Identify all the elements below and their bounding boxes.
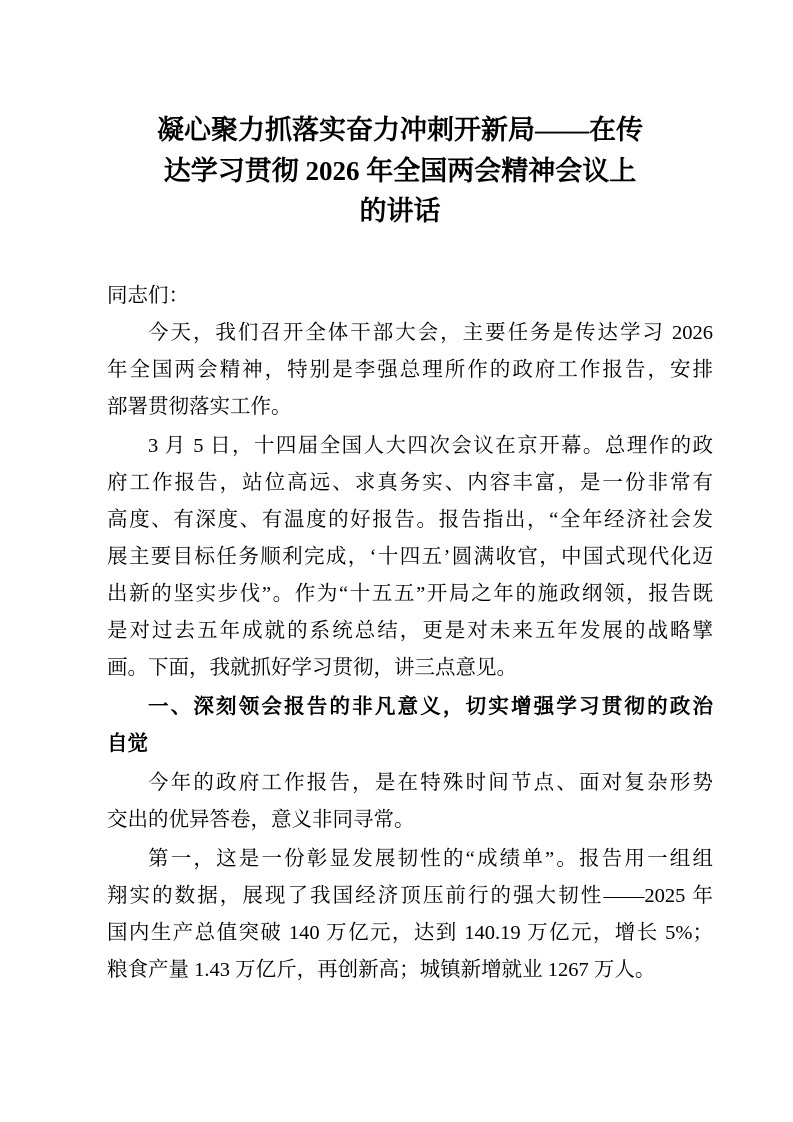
paragraph-line: 今年的政府工作报告，是在特殊时间节点、面对复杂形势 — [148, 772, 713, 794]
paragraph-line: 国内生产总值突破 140 万亿元，达到 140.19 万亿元，增长 5%； — [107, 922, 713, 944]
paragraph-line: 是对过去五年成就的系统总结，更是对未来五年发展的战略擘 — [107, 620, 713, 642]
title-line: 达学习贯彻 2026 年全国两会精神会议上 — [163, 155, 637, 186]
paragraph-line: 翔实的数据，展现了我国经济顶压前行的强大韧性——2025 年 — [107, 885, 713, 907]
paragraph-line: 展主要目标任务顺利完成，‘十四五’圆满收官，中国式现代化迈 — [107, 546, 713, 568]
paragraph-line: 第一，这是一份彰显发展韧性的“成绩单”。报告用一组组 — [148, 848, 713, 870]
salutation: 同志们： — [107, 285, 189, 307]
paragraph-line: 高度、有深度、有温度的好报告。报告指出，“全年经济社会发 — [107, 509, 713, 531]
document-title — [100, 110, 700, 232]
document-body — [107, 278, 713, 989]
title-line: 的讲话 — [359, 196, 441, 226]
paragraph-line: 府工作报告，站位高远、求真务实、内容丰富，是一份非常有 — [107, 472, 713, 494]
paragraph-line: 今天，我们召开全体干部大会，主要任务是传达学习 2026 — [148, 322, 713, 344]
title-line: 凝心聚力抓落实奋力冲刺开新局——在传 — [157, 115, 643, 145]
section-heading-line: 自觉 — [107, 733, 148, 755]
paragraph-line: 年全国两会精神，特别是李强总理所作的政府工作报告，安排 — [107, 359, 713, 381]
section-heading-line: 一、深刻领会报告的非凡意义，切实增强学习贯彻的政治 — [148, 696, 713, 718]
paragraph-line: 3 月 5 日，十四届全国人大四次会议在京开幕。总理作的政 — [148, 435, 713, 457]
paragraph-line: 交出的优异答卷，意义非同寻常。 — [107, 809, 415, 831]
paragraph-line: 画。下面，我就抓好学习贯彻，讲三点意见。 — [107, 657, 517, 679]
paragraph-line: 部署贯彻落实工作。 — [107, 396, 292, 418]
paragraph-line: 粮食产量 1.43 万亿斤，再创新高；城镇新增就业 1267 万人。 — [107, 959, 656, 981]
paragraph-line: 出新的坚实步伐”。作为“十五五”开局之年的施政纲领，报告既 — [107, 583, 713, 605]
